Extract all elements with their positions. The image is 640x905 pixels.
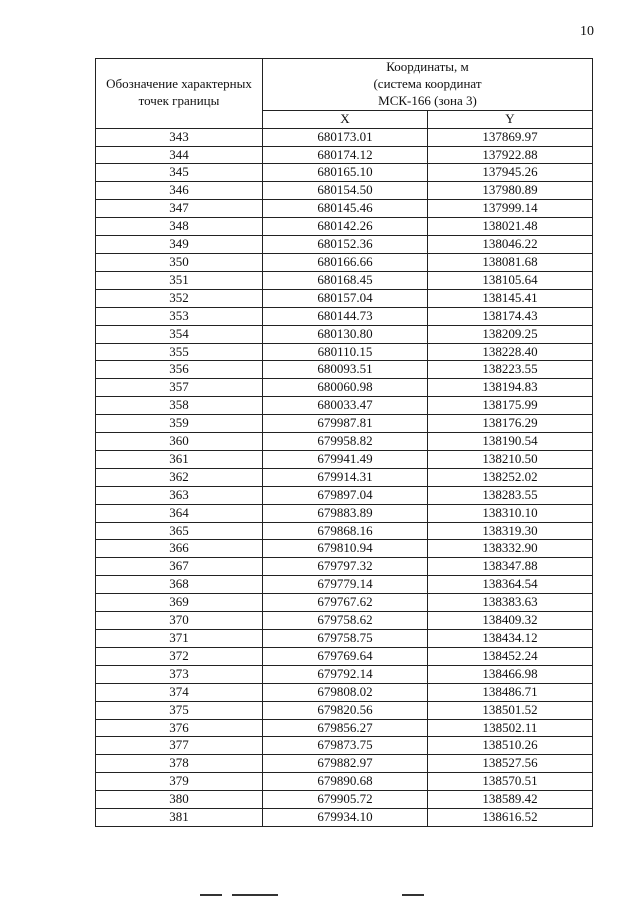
point-id-cell: 377 [96,737,263,755]
point-id-cell: 350 [96,253,263,271]
y-coordinate-cell: 138616.52 [428,809,593,827]
x-coordinate-cell: 679873.75 [263,737,428,755]
point-label-header [96,59,263,129]
y-coordinate-cell: 138310.10 [428,504,593,522]
y-coordinate-cell: 138190.54 [428,433,593,451]
x-coordinate-cell: 679905.72 [263,791,428,809]
page-number: 10 [580,24,594,39]
x-coordinate-cell: 679882.97 [263,755,428,773]
x-coordinate-cell: 679769.64 [263,647,428,665]
x-coordinate-cell: 679810.94 [263,540,428,558]
point-id-cell: 376 [96,719,263,737]
point-id-cell: 364 [96,504,263,522]
y-coordinate-cell: 138589.42 [428,791,593,809]
y-coordinate-cell: 138501.52 [428,701,593,719]
y-coordinate-cell: 137980.89 [428,182,593,200]
table-row [96,755,593,773]
table-row [96,576,593,594]
y-coordinate-cell: 138452.24 [428,647,593,665]
x-coordinate-cell: 679792.14 [263,665,428,683]
y-coordinate-cell: 138176.29 [428,415,593,433]
table-row [96,146,593,164]
point-id-cell: 351 [96,271,263,289]
table-row [96,379,593,397]
x-column-header: X [263,110,428,128]
y-coordinate-cell: 138486.71 [428,683,593,701]
table-row [96,271,593,289]
point-id-cell: 367 [96,558,263,576]
x-coordinate-cell: 679987.81 [263,415,428,433]
y-coordinate-cell: 137922.88 [428,146,593,164]
x-coordinate-cell: 679779.14 [263,576,428,594]
x-coordinate-cell: 679897.04 [263,486,428,504]
x-coordinate-cell: 680144.73 [263,307,428,325]
x-coordinate-cell: 680174.12 [263,146,428,164]
y-coordinate-cell: 138364.54 [428,576,593,594]
y-coordinate-cell: 138210.50 [428,450,593,468]
table-row [96,719,593,737]
table-row [96,164,593,182]
x-coordinate-cell: 680157.04 [263,289,428,307]
point-id-cell: 349 [96,236,263,254]
y-coordinate-cell: 138081.68 [428,253,593,271]
x-coordinate-cell: 680168.45 [263,271,428,289]
table-row [96,737,593,755]
y-coordinate-cell: 137869.97 [428,128,593,146]
point-id-cell: 344 [96,146,263,164]
x-coordinate-cell: 680130.80 [263,325,428,343]
table-row [96,522,593,540]
y-coordinate-cell: 138383.63 [428,594,593,612]
y-coordinate-cell: 138021.48 [428,218,593,236]
point-id-cell: 374 [96,683,263,701]
x-coordinate-cell: 679941.49 [263,450,428,468]
table-row [96,809,593,827]
x-coordinate-cell: 680033.47 [263,397,428,415]
table-row [96,791,593,809]
point-id-cell: 373 [96,665,263,683]
table-row [96,182,593,200]
y-coordinate-cell: 138252.02 [428,468,593,486]
y-coordinate-cell: 138046.22 [428,236,593,254]
point-id-cell: 357 [96,379,263,397]
y-coordinate-cell: 138105.64 [428,271,593,289]
table-row [96,325,593,343]
footer-marks [0,890,640,900]
x-coordinate-cell: 679797.32 [263,558,428,576]
x-coordinate-cell: 679914.31 [263,468,428,486]
point-id-cell: 368 [96,576,263,594]
point-label-text: Обозначение характерных точек границы [106,76,252,109]
point-id-cell: 360 [96,433,263,451]
x-coordinate-cell: 679890.68 [263,773,428,791]
table-row [96,486,593,504]
x-coordinate-cell: 680145.46 [263,200,428,218]
y-coordinate-cell: 138527.56 [428,755,593,773]
table-row [96,218,593,236]
table-row [96,236,593,254]
coords-header-line2: (система координат [373,75,482,91]
point-id-cell: 348 [96,218,263,236]
point-id-cell: 345 [96,164,263,182]
coords-header-line1: Координаты, м [386,59,469,74]
table-row [96,647,593,665]
table-row [96,540,593,558]
y-coordinate-cell: 138466.98 [428,665,593,683]
table-row [96,128,593,146]
y-coordinate-cell: 138319.30 [428,522,593,540]
point-id-cell: 356 [96,361,263,379]
table-row [96,415,593,433]
y-coordinate-cell: 138502.11 [428,719,593,737]
x-coordinate-cell: 679856.27 [263,719,428,737]
point-id-cell: 381 [96,809,263,827]
point-id-cell: 375 [96,701,263,719]
table-row [96,468,593,486]
point-id-cell: 363 [96,486,263,504]
point-id-cell: 358 [96,397,263,415]
point-id-cell: 362 [96,468,263,486]
table-row [96,683,593,701]
table-row [96,343,593,361]
table-row [96,701,593,719]
point-id-cell: 380 [96,791,263,809]
point-id-cell: 372 [96,647,263,665]
point-id-cell: 355 [96,343,263,361]
x-coordinate-cell: 679767.62 [263,594,428,612]
x-coordinate-cell: 679958.82 [263,433,428,451]
x-coordinate-cell: 679820.56 [263,701,428,719]
y-coordinate-cell: 138347.88 [428,558,593,576]
coords-header [263,59,593,111]
table-row [96,594,593,612]
y-coordinate-cell: 138174.43 [428,307,593,325]
point-id-cell: 365 [96,522,263,540]
x-coordinate-cell: 680152.36 [263,236,428,254]
point-id-cell: 371 [96,630,263,648]
y-coordinate-cell: 138570.51 [428,773,593,791]
y-coordinate-cell: 138434.12 [428,630,593,648]
table-row [96,630,593,648]
table-row [96,200,593,218]
table-row [96,397,593,415]
x-coordinate-cell: 680093.51 [263,361,428,379]
point-id-cell: 353 [96,307,263,325]
y-coordinate-cell: 137999.14 [428,200,593,218]
table-row [96,253,593,271]
point-id-cell: 379 [96,773,263,791]
x-coordinate-cell: 680165.10 [263,164,428,182]
x-coordinate-cell: 679868.16 [263,522,428,540]
point-id-cell: 354 [96,325,263,343]
coords-header-line3: МСК-166 (зона 3) [378,92,477,108]
point-id-cell: 378 [96,755,263,773]
x-coordinate-cell: 679934.10 [263,809,428,827]
y-column-header: Y [428,110,593,128]
table-row [96,289,593,307]
y-coordinate-cell: 138510.26 [428,737,593,755]
point-id-cell: 370 [96,612,263,630]
y-coordinate-cell: 138283.55 [428,486,593,504]
y-coordinate-cell: 138209.25 [428,325,593,343]
point-id-cell: 369 [96,594,263,612]
x-coordinate-cell: 680142.26 [263,218,428,236]
x-coordinate-cell: 680166.66 [263,253,428,271]
point-id-cell: 361 [96,450,263,468]
x-coordinate-cell: 679883.89 [263,504,428,522]
x-coordinate-cell: 679758.62 [263,612,428,630]
y-coordinate-cell: 138228.40 [428,343,593,361]
table-row [96,558,593,576]
table-row [96,665,593,683]
point-id-cell: 359 [96,415,263,433]
point-id-cell: 343 [96,128,263,146]
table-body [96,128,593,826]
table-row [96,307,593,325]
table-row [96,361,593,379]
x-coordinate-cell: 680060.98 [263,379,428,397]
table-row [96,504,593,522]
y-coordinate-cell: 138409.32 [428,612,593,630]
table-row [96,612,593,630]
point-id-cell: 366 [96,540,263,558]
point-id-cell: 346 [96,182,263,200]
x-coordinate-cell: 679758.75 [263,630,428,648]
coordinates-table [95,58,593,827]
y-coordinate-cell: 138332.90 [428,540,593,558]
table-row [96,773,593,791]
table-row [96,450,593,468]
point-id-cell: 347 [96,200,263,218]
x-coordinate-cell: 680173.01 [263,128,428,146]
x-coordinate-cell: 679808.02 [263,683,428,701]
table-row [96,433,593,451]
y-coordinate-cell: 137945.26 [428,164,593,182]
x-coordinate-cell: 680154.50 [263,182,428,200]
y-coordinate-cell: 138145.41 [428,289,593,307]
point-id-cell: 352 [96,289,263,307]
x-coordinate-cell: 680110.15 [263,343,428,361]
y-coordinate-cell: 138194.83 [428,379,593,397]
y-coordinate-cell: 138175.99 [428,397,593,415]
y-coordinate-cell: 138223.55 [428,361,593,379]
